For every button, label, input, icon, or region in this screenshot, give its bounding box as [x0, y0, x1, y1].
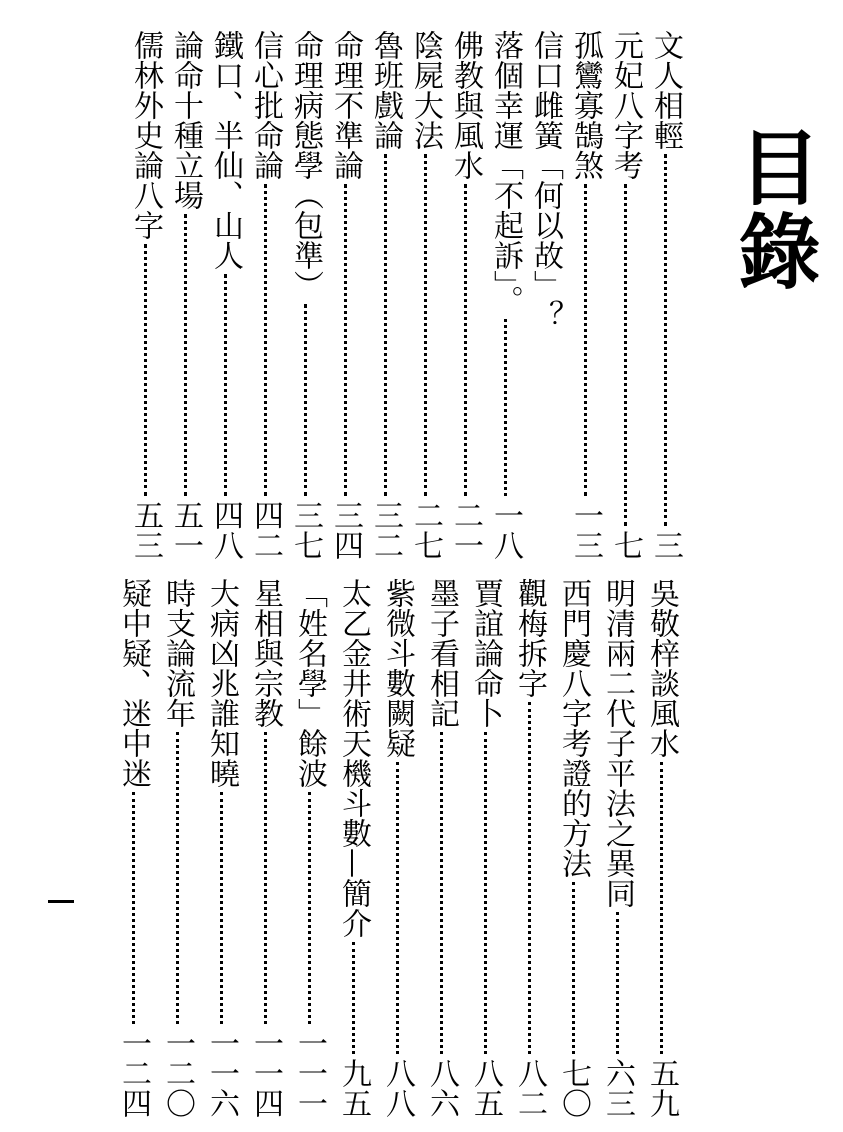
toc-entry[interactable] [645, 30, 685, 560]
toc-entry[interactable] [157, 578, 197, 1118]
dot-leader [224, 274, 227, 496]
entry-title: 賈誼論命卜 [468, 578, 503, 728]
dot-leader [584, 184, 587, 496]
entry-title: 落個幸運「不起訴」。 [488, 30, 523, 315]
dot-leader [572, 882, 575, 1054]
entry-page-number: 一二〇 [160, 1028, 195, 1118]
toc-entry[interactable] [565, 30, 605, 560]
dot-leader [132, 792, 135, 1024]
toc-entry[interactable] [125, 30, 165, 560]
dot-leader [624, 184, 627, 526]
dot-leader [352, 942, 355, 1054]
toc-entry[interactable] [525, 30, 565, 560]
entry-page-number: 三四 [328, 500, 363, 560]
dot-leader [304, 304, 307, 496]
entry-title: 魯班戲論 [368, 30, 403, 150]
dot-leader [144, 244, 147, 496]
toc-entry[interactable] [289, 578, 329, 1118]
dot-leader [424, 154, 427, 496]
dot-leader [264, 732, 267, 1024]
entry-page-number: 一一六 [204, 1028, 239, 1118]
entry-title: 信心批命論 [248, 30, 283, 180]
entry-title: 太乙金井術天機斗數—簡介 [336, 578, 371, 938]
dot-leader [384, 154, 387, 496]
entry-page-number: 八五 [468, 1058, 503, 1118]
toc-entry[interactable] [377, 578, 417, 1118]
toc-entry[interactable] [553, 578, 593, 1118]
entry-page-number: 九五 [336, 1058, 371, 1118]
toc-entry[interactable] [201, 578, 241, 1118]
entry-title: 儒林外史論八字 [128, 30, 163, 240]
toc-entry[interactable] [641, 578, 681, 1118]
entry-page-number: 七 [608, 530, 643, 560]
entry-page-number: 三七 [288, 500, 323, 560]
entry-title: 明清兩二代子平法之異同 [600, 578, 635, 908]
toc-entry[interactable] [205, 30, 245, 560]
entry-title: 墨子看相記 [424, 578, 459, 728]
entry-page-number: 八二 [512, 1058, 547, 1118]
entry-page-number: 八六 [424, 1058, 459, 1118]
dot-leader [664, 154, 667, 526]
entry-title: 命理不準論 [328, 30, 363, 180]
entry-title: 文人相輕 [648, 30, 683, 150]
entry-title: 星相與宗教 [248, 578, 283, 728]
toc-entry[interactable] [597, 578, 637, 1118]
entry-page-number: 三二 [368, 500, 403, 560]
page-folio-mark [48, 900, 74, 903]
toc-entry[interactable] [285, 30, 325, 560]
toc-entry[interactable] [605, 30, 645, 560]
page-title: 目錄 [725, 125, 820, 293]
entry-page-number: 五三 [128, 500, 163, 560]
dot-leader [264, 184, 267, 496]
dot-leader [484, 732, 487, 1054]
entry-page-number: 三 [648, 530, 683, 560]
entry-page-number: 一一四 [248, 1028, 283, 1118]
entry-page-number: 四八 [208, 500, 243, 560]
dot-leader [504, 319, 507, 496]
dot-leader [464, 184, 467, 496]
entry-page-number: 五九 [644, 1058, 679, 1118]
toc-entry[interactable] [113, 578, 153, 1118]
toc-entry[interactable] [365, 30, 405, 560]
entry-title: 大病凶兆誰知曉 [204, 578, 239, 788]
toc-entry[interactable] [421, 578, 461, 1118]
dot-leader [660, 762, 663, 1054]
entry-title: 論命十種立場 [168, 30, 203, 210]
toc-entry[interactable] [465, 578, 505, 1118]
toc-entry[interactable] [325, 30, 365, 560]
entry-page-number: 五一 [168, 500, 203, 560]
dot-leader [176, 732, 179, 1024]
toc-entry[interactable] [245, 578, 285, 1118]
toc-entry[interactable] [333, 578, 373, 1118]
entry-page-number: 一二四 [116, 1028, 151, 1118]
entry-title: 信口雌簧「何以故」？ [528, 30, 563, 330]
dot-leader [220, 792, 223, 1024]
toc-entry[interactable] [509, 578, 549, 1118]
entry-page-number: 六三 [600, 1058, 635, 1118]
entry-title: 佛教與風水 [448, 30, 483, 180]
dot-leader [184, 214, 187, 496]
entry-page-number: 四二 [248, 500, 283, 560]
dot-leader [308, 792, 311, 1024]
toc-entry[interactable] [445, 30, 485, 560]
entry-title: 西門慶八字考證的方法 [556, 578, 591, 878]
dot-leader [616, 912, 619, 1054]
entry-page-number: 一一一 [292, 1028, 327, 1118]
entry-page-number: 二七 [408, 500, 443, 560]
entry-title: 紫微斗數闕疑 [380, 578, 415, 758]
entry-title: 鐵口、半仙、山人 [208, 30, 243, 270]
toc-entry[interactable] [405, 30, 445, 560]
entry-page-number: 七〇 [556, 1058, 591, 1118]
dot-leader [528, 702, 531, 1054]
dot-leader [344, 184, 347, 496]
toc-entry[interactable] [485, 30, 525, 560]
entry-title: 觀梅拆字 [512, 578, 547, 698]
entry-page-number: 一三 [568, 500, 603, 560]
entry-page-number: 八八 [380, 1058, 415, 1118]
entry-page-number: 一八 [488, 500, 523, 560]
dot-leader [440, 732, 443, 1054]
entry-title: 元妃八字考 [608, 30, 643, 180]
entry-title: 陰屍大法 [408, 30, 443, 150]
entry-page-number: 二一 [448, 500, 483, 560]
entry-title: 吳敬梓談風水 [644, 578, 679, 758]
entry-title: 孤鸞寡鵠煞 [568, 30, 603, 180]
toc-entry[interactable] [245, 30, 285, 560]
entry-title: 疑中疑、迷中迷 [116, 578, 151, 788]
dot-leader [396, 762, 399, 1054]
entry-title: 命理病態學（包準） [288, 30, 323, 300]
toc-entry[interactable] [165, 30, 205, 560]
entry-title: 時支論流年 [160, 578, 195, 728]
entry-title: 「姓名學」餘波 [292, 578, 327, 788]
